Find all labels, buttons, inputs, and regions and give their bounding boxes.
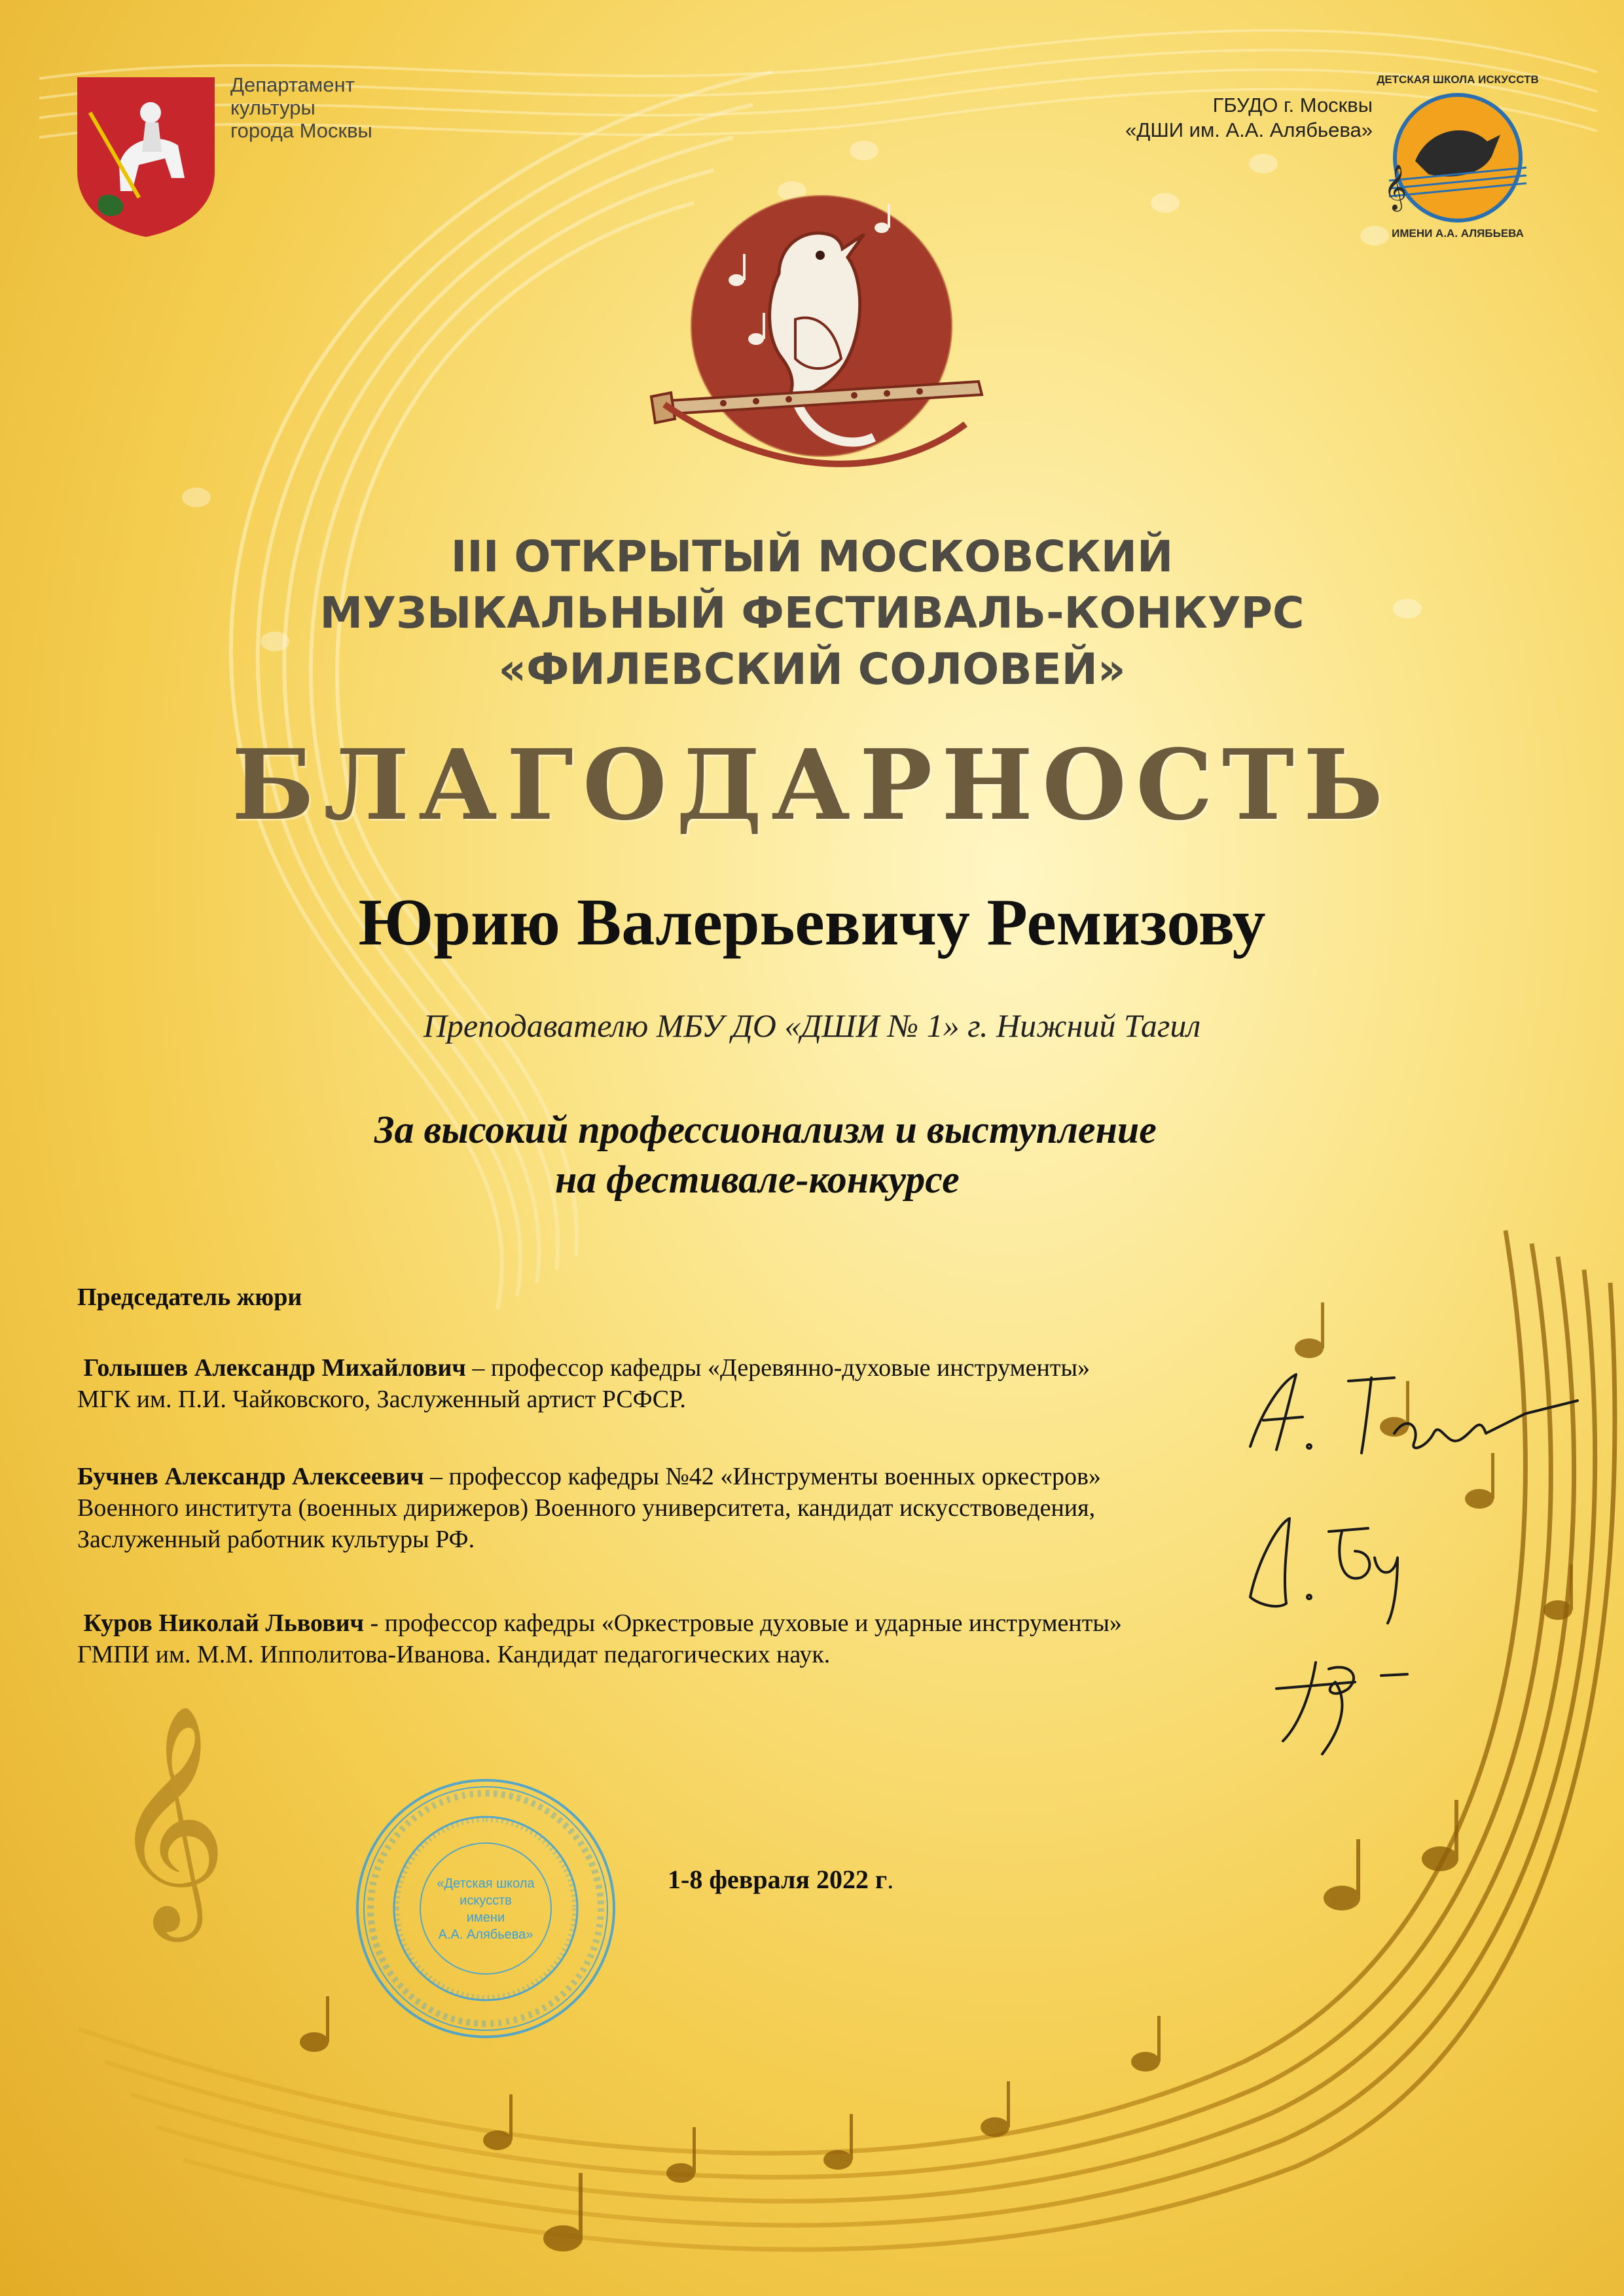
stamp-line-4: А.А. Алябьева»	[438, 1928, 533, 1942]
jury-member-title: – профессор кафедры №42 «Инструменты военных оркестров»	[424, 1463, 1101, 1490]
school-line-2: «ДШИ им. А.А. Алябьева»	[1125, 118, 1373, 141]
event-date	[668, 1864, 893, 1895]
school-name	[1125, 93, 1373, 143]
event-date-suffix: .	[887, 1865, 894, 1894]
festival-title-line-1: III ОТКРЫТЫЙ МОСКОВСКИЙ	[450, 531, 1174, 582]
jury-member-first-line	[77, 1461, 1101, 1492]
moscow-coat-of-arms-icon	[73, 73, 219, 238]
award-reason-line-1: За высокий профессионализм и выступление	[374, 1108, 1157, 1151]
festival-title-line-2: МУЗЫКАЛЬНЫЙ ФЕСТИВАЛЬ-КОНКУРС	[319, 588, 1305, 638]
stamp-line-1: «Детская школа	[437, 1876, 535, 1891]
award-reason	[0, 1105, 1624, 1204]
jury-member	[77, 1607, 1122, 1670]
jury-member-title: – профессор кафедры «Деревянно-духовые инструменты»	[465, 1354, 1091, 1382]
festival-title	[131, 529, 1493, 698]
school-logo-bottom-text: ИМЕНИ А.А. АЛЯБЬЕВА	[1392, 227, 1524, 240]
svg-text:𝄞: 𝄞	[1384, 164, 1407, 210]
nightingale-festival-logo-icon	[638, 188, 1005, 496]
award-reason-line-2: на фестивале-конкурсе	[555, 1158, 960, 1201]
jury-signatures	[1237, 1335, 1604, 1767]
certificate-title: БЛАГОДАРНОСТЬ	[231, 728, 1393, 842]
jury-member-name: Бучнев Александр Алексеевич	[77, 1463, 424, 1490]
svg-text:𝄞: 𝄞	[111, 1703, 228, 1931]
signature-1-icon	[1250, 1374, 1578, 1453]
signature-3-icon	[1276, 1662, 1407, 1754]
jury-member-name: Голышев Александр Михайлович	[83, 1354, 466, 1382]
school-logo-top-text: ДЕТСКАЯ ШКОЛА ИСКУССТВ	[1377, 73, 1539, 86]
stamp-line-2: искусств	[460, 1893, 512, 1908]
jury-member-first-line	[77, 1607, 1122, 1639]
school-stamp	[351, 1774, 621, 2043]
jury-member-details: Заслуженный работник культуры РФ.	[77, 1526, 475, 1553]
department-line-2: культуры	[230, 96, 316, 119]
jury-member	[77, 1461, 1101, 1555]
jury-member-details: МГК им. П.И. Чайковского, Заслуженный артист РСФСР.	[77, 1386, 686, 1413]
jury-heading: Председатель жюри	[77, 1283, 302, 1311]
jury-member	[77, 1352, 1090, 1415]
school-logo-emblem-icon	[1376, 89, 1540, 226]
jury-member-first-line	[77, 1352, 1090, 1384]
recipient-name: Юрию Валерьевичу Ремизову	[358, 886, 1266, 960]
school-logo	[1376, 73, 1540, 245]
festival-title-line-3: «ФИЛЕВСКИЙ СОЛОВЕЙ»	[498, 644, 1126, 694]
department-line-3: города Москвы	[230, 119, 372, 142]
recipient-position: Преподавателю МБУ ДО «ДШИ № 1» г. Нижний Тагил	[423, 1007, 1201, 1044]
jury-member-details: ГМПИ им. М.М. Ипполитова-Иванова. Кандидат педагогических наук.	[77, 1641, 831, 1668]
signature-2-icon	[1250, 1518, 1398, 1623]
jury-member-name: Куров Николай Львович	[83, 1609, 364, 1637]
school-line-1: ГБУДО г. Москвы	[1212, 94, 1373, 117]
jury-member-title: - профессор кафедры «Оркестровые духовые и ударные инструменты»	[363, 1609, 1122, 1637]
event-date-value: 1-8 февраля 2022 г	[668, 1865, 888, 1894]
department-line-1: Департамент	[230, 73, 355, 96]
jury-member-details: Военного института (военных дирижеров) Военного университета, кандидат искусствоведения,	[77, 1494, 1096, 1522]
stamp-line-3: имени	[466, 1910, 505, 1925]
department-name	[230, 73, 372, 142]
